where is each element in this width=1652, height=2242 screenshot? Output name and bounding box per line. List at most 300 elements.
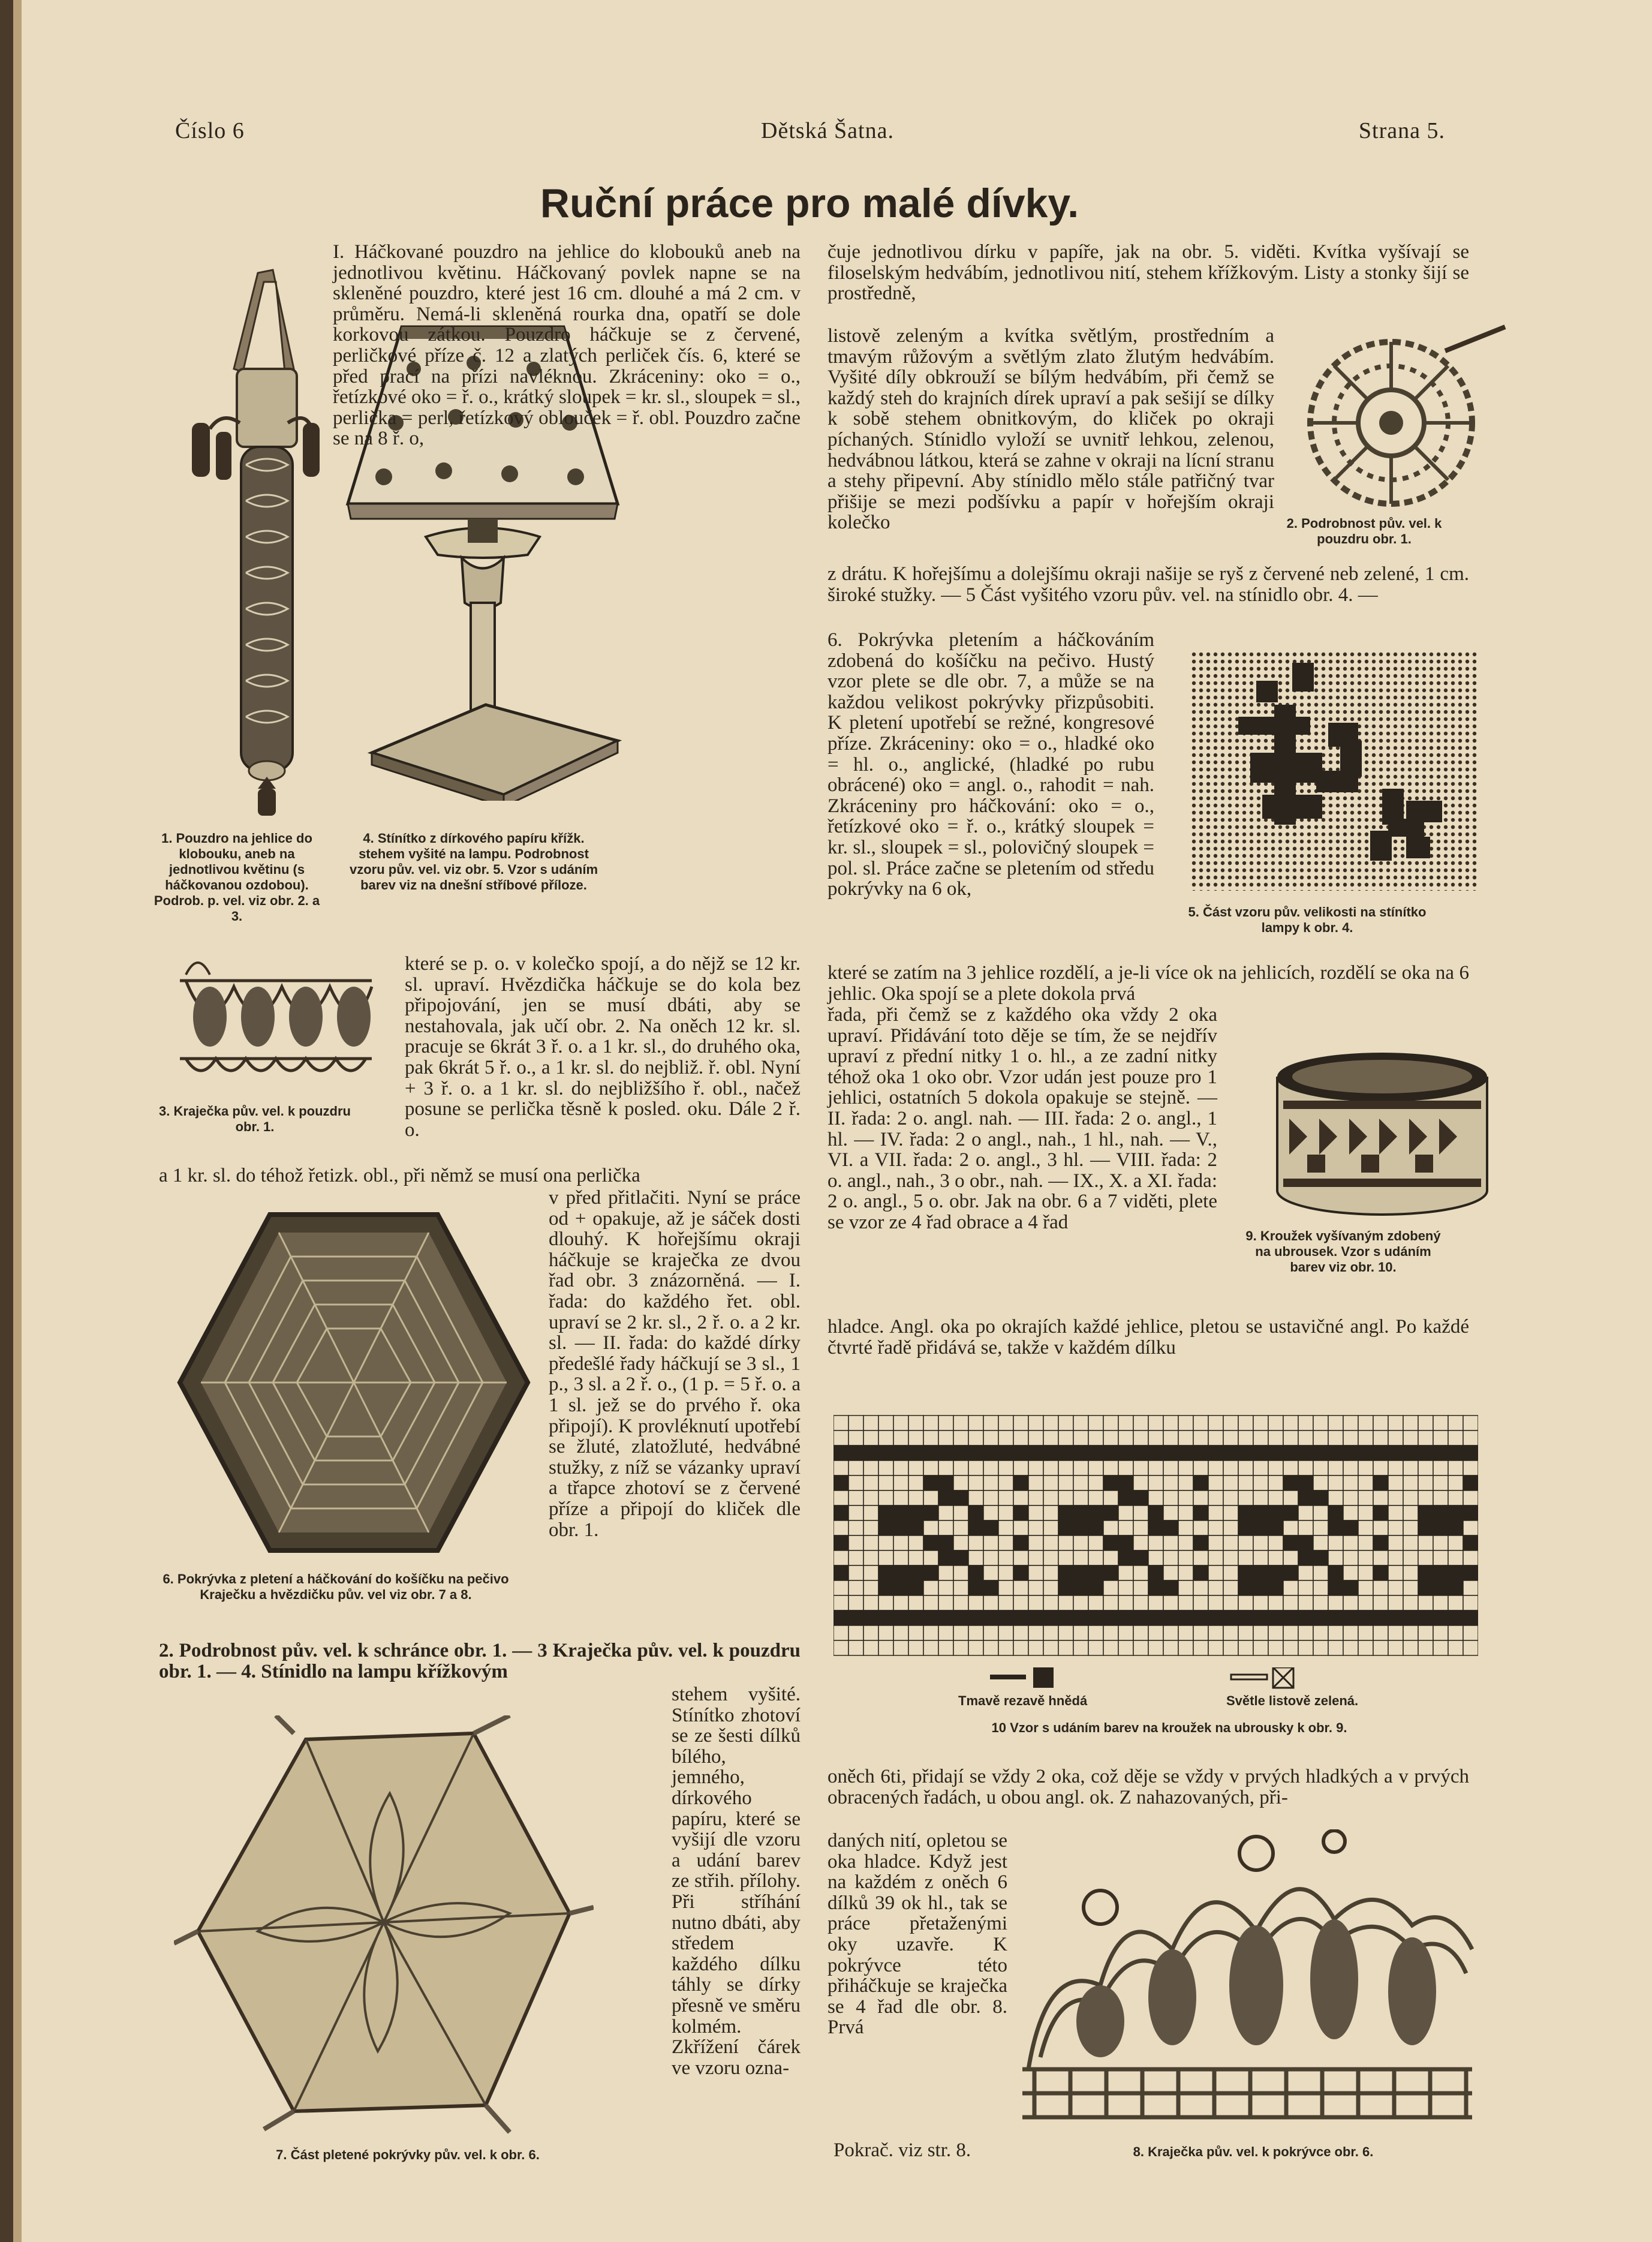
pattern-cell [1163, 1580, 1178, 1595]
pattern-cell [1358, 1595, 1373, 1610]
pattern-cell [1283, 1565, 1298, 1580]
pattern-cell [1193, 1505, 1208, 1520]
pattern-cell [923, 1430, 938, 1445]
pattern-cell [983, 1520, 998, 1535]
pattern-cell [1388, 1505, 1403, 1520]
pattern-cell [1193, 1520, 1208, 1535]
pattern-cell [1163, 1565, 1178, 1580]
pattern-cell [1313, 1430, 1328, 1445]
pattern-cell [968, 1505, 983, 1520]
pattern-cell [998, 1430, 1013, 1445]
pattern-cell [1088, 1580, 1103, 1595]
pattern-cell [848, 1580, 863, 1595]
pattern-cell [1343, 1640, 1358, 1655]
pattern-cell [953, 1415, 968, 1430]
pattern-cell [938, 1625, 953, 1640]
pattern-cell [983, 1430, 998, 1445]
pattern-cell [863, 1490, 878, 1505]
pattern-cell [1208, 1550, 1223, 1565]
pattern-cell [998, 1520, 1013, 1535]
pattern-cell [968, 1460, 983, 1475]
pattern-cell [998, 1445, 1013, 1460]
pattern-cell [938, 1610, 953, 1625]
pattern-cell [1253, 1610, 1268, 1625]
pattern-cell [1463, 1415, 1478, 1430]
pattern-cell [923, 1505, 938, 1520]
pattern-cell [893, 1430, 908, 1445]
pattern-cell [1088, 1535, 1103, 1550]
pattern-cell [1463, 1565, 1478, 1580]
pattern-cell [1043, 1415, 1058, 1430]
pattern-cell [848, 1430, 863, 1445]
pattern-cell [1463, 1430, 1478, 1445]
pattern-cell [833, 1490, 848, 1505]
pattern-cell [1283, 1415, 1298, 1430]
pattern-cell [863, 1505, 878, 1520]
pattern-cell [983, 1535, 998, 1550]
pattern-cell [983, 1580, 998, 1595]
pattern-cell [1358, 1505, 1373, 1520]
pattern-cell [833, 1550, 848, 1565]
pattern-cell [1388, 1475, 1403, 1490]
pattern-cell [1133, 1490, 1148, 1505]
pattern-cell [1028, 1580, 1043, 1595]
pattern-cell [1313, 1535, 1328, 1550]
pattern-cell [1253, 1535, 1268, 1550]
pattern-cell [1403, 1490, 1418, 1505]
pattern-cell [1118, 1565, 1133, 1580]
pattern-cell [998, 1475, 1013, 1490]
pattern-cell [953, 1460, 968, 1475]
pattern-cell [1388, 1580, 1403, 1595]
figure-6-hexagon-doily [174, 1206, 534, 1559]
pattern-cell [1448, 1625, 1463, 1640]
pattern-cell [938, 1520, 953, 1535]
pattern-cell [848, 1475, 863, 1490]
pattern-cell [968, 1580, 983, 1595]
body-1c: a 1 kr. sl. do téhož řetizk. obl., při němž se musí ona perlička [159, 1165, 640, 1186]
pattern-cell [1013, 1580, 1028, 1595]
pattern-cell [1148, 1580, 1163, 1595]
pattern-cell [1013, 1640, 1028, 1655]
pattern-cell [953, 1565, 968, 1580]
pattern-cell [983, 1550, 998, 1565]
pattern-cell [968, 1430, 983, 1445]
pattern-cell [1148, 1610, 1163, 1625]
pattern-cell [1268, 1490, 1283, 1505]
pattern-cell [1208, 1460, 1223, 1475]
pattern-cell [1373, 1550, 1388, 1565]
pattern-cell [1208, 1430, 1223, 1445]
pattern-cell [1343, 1490, 1358, 1505]
pattern-cell [1148, 1475, 1163, 1490]
pattern-cell [1013, 1460, 1028, 1475]
pattern-cell [1058, 1535, 1073, 1550]
pattern-cell [1133, 1415, 1148, 1430]
pattern-cell [1223, 1535, 1238, 1550]
pattern-cell [833, 1610, 848, 1625]
pattern-cell [1208, 1625, 1223, 1640]
pattern-cell [983, 1490, 998, 1505]
pattern-cell [1133, 1520, 1148, 1535]
pattern-cell [1178, 1490, 1193, 1505]
pattern-cell [1463, 1505, 1478, 1520]
pattern-cell [1148, 1625, 1163, 1640]
pattern-cell [1058, 1430, 1073, 1445]
pattern-cell [1013, 1535, 1028, 1550]
pattern-cell [1343, 1445, 1358, 1460]
pattern-cell [923, 1460, 938, 1475]
pattern-cell [878, 1580, 893, 1595]
pattern-cell [968, 1550, 983, 1565]
pattern-cell [1343, 1430, 1358, 1445]
pattern-cell [1418, 1490, 1433, 1505]
pattern-cell [1373, 1460, 1388, 1475]
pattern-cell [863, 1430, 878, 1445]
pattern-cell [1298, 1580, 1313, 1595]
pattern-cell [1298, 1565, 1313, 1580]
pattern-cell [1058, 1490, 1073, 1505]
pattern-cell [908, 1415, 923, 1430]
pattern-cell [1388, 1565, 1403, 1580]
pattern-cell [938, 1445, 953, 1460]
pattern-cell [1448, 1565, 1463, 1580]
pattern-cell [1148, 1535, 1163, 1550]
pattern-cell [878, 1430, 893, 1445]
pattern-cell [1073, 1625, 1088, 1640]
pattern-cell [1073, 1475, 1088, 1490]
pattern-cell [1283, 1430, 1298, 1445]
pattern-cell [863, 1445, 878, 1460]
pattern-cell [1448, 1505, 1463, 1520]
pattern-cell [1043, 1610, 1058, 1625]
pattern-cell [1283, 1610, 1298, 1625]
pattern-cell [833, 1520, 848, 1535]
pattern-cell [1088, 1640, 1103, 1655]
figure-1-needle-case [168, 261, 330, 819]
pattern-cell [1313, 1490, 1328, 1505]
pattern-cell [1238, 1610, 1253, 1625]
figure-10-pattern-chart [833, 1409, 1478, 1661]
pattern-cell [1268, 1415, 1283, 1430]
pattern-cell [1283, 1445, 1298, 1460]
pattern-cell [1388, 1550, 1403, 1565]
pattern-cell [1043, 1460, 1058, 1475]
pattern-cell [1253, 1505, 1268, 1520]
pattern-cell [1238, 1505, 1253, 1520]
pattern-cell [1223, 1580, 1238, 1595]
pattern-cell [1163, 1535, 1178, 1550]
pattern-cell [1133, 1595, 1148, 1610]
pattern-cell [1208, 1580, 1223, 1595]
pattern-cell [1178, 1430, 1193, 1445]
pattern-cell [1178, 1505, 1193, 1520]
pattern-cell [1118, 1490, 1133, 1505]
pattern-cell [1373, 1445, 1388, 1460]
pattern-cell [1163, 1610, 1178, 1625]
body-2i: daných nití, opletou se oka hladce. Když jest na každém z oněch 6 dílků 39 ok hl., tak se práce přetaženými oky uzavře. K pokrývce této přiháčkuje se kraječka se 4 řad dle obr. 8. Prvá [827, 1830, 1007, 2039]
pattern-cell [968, 1610, 983, 1625]
pattern-cell [1268, 1550, 1283, 1565]
pattern-cell [1043, 1595, 1058, 1610]
pattern-cell [1043, 1550, 1058, 1565]
pattern-cell [908, 1550, 923, 1565]
pattern-cell [848, 1595, 863, 1610]
pattern-cell [1088, 1550, 1103, 1565]
pattern-cell [833, 1640, 848, 1655]
pattern-cell [1253, 1625, 1268, 1640]
pattern-cell [1358, 1490, 1373, 1505]
pattern-cell [1298, 1475, 1313, 1490]
pattern-cell [848, 1520, 863, 1535]
pattern-cell [863, 1580, 878, 1595]
pattern-cell [1373, 1640, 1388, 1655]
pattern-cell [1403, 1430, 1418, 1445]
pattern-cell [1358, 1445, 1373, 1460]
pattern-cell [1088, 1520, 1103, 1535]
figure-7-knitted-part [174, 1715, 594, 2135]
pattern-cell [983, 1610, 998, 1625]
pattern-cell [1028, 1550, 1043, 1565]
pattern-cell [1058, 1625, 1073, 1640]
pattern-cell [863, 1415, 878, 1430]
pattern-cell [1058, 1445, 1073, 1460]
pattern-cell [1403, 1445, 1418, 1460]
pattern-cell [1298, 1595, 1313, 1610]
pattern-cell [1148, 1640, 1163, 1655]
pattern-cell [983, 1505, 998, 1520]
pattern-cell [1013, 1475, 1028, 1490]
pattern-cell [1058, 1475, 1073, 1490]
pattern-cell [1313, 1595, 1328, 1610]
pattern-cell [968, 1415, 983, 1430]
pattern-cell [938, 1595, 953, 1610]
pattern-cell [953, 1520, 968, 1535]
pattern-cell [1103, 1595, 1118, 1610]
pattern-cell [908, 1505, 923, 1520]
pattern-cell [1043, 1490, 1058, 1505]
pattern-cell [1298, 1430, 1313, 1445]
pattern-cell [1253, 1580, 1268, 1595]
pattern-cell [1283, 1550, 1298, 1565]
pattern-cell [1073, 1550, 1088, 1565]
pattern-cell [1073, 1610, 1088, 1625]
pattern-cell [1298, 1610, 1313, 1625]
pattern-cell [923, 1550, 938, 1565]
pattern-cell [1358, 1415, 1373, 1430]
pattern-cell [998, 1535, 1013, 1550]
pattern-cell [1178, 1550, 1193, 1565]
pattern-cell [1298, 1625, 1313, 1640]
pattern-cell [1373, 1610, 1388, 1625]
pattern-cell [923, 1520, 938, 1535]
pattern-cell [1328, 1565, 1343, 1580]
pattern-cell [1223, 1505, 1238, 1520]
body-2d: 6. Pokrývka pletením a háčkováním zdobená do košíčku na pečivo. Hustý vzor plete se dle obr. 7, a může se na každou velikost pokrývky přizpůsobiti. K pletení upotřebí se režné, kongresové příze. Zkráceniny: oko = o., hladké oko = hl. o., anglické, (hladké po rubu obrácené) oko = angl. o., rahodit = nah. Zkráceniny pro háčkování: oko = o., řetízkové oko = ř. o., krátký sloupek = kr. sl., sloupek = sl., polovičný sloupek = pol. sl. Práce začne se pletením od středu pokrývky na 6 ok, [827, 629, 1154, 900]
pattern-cell [998, 1580, 1013, 1595]
pattern-cell [1343, 1460, 1358, 1475]
pattern-cell [1028, 1520, 1043, 1535]
pattern-cell [1358, 1550, 1373, 1565]
figure-3-lace-strip [174, 951, 378, 1092]
body-2c: z drátu. K hořejšímu a dolejšímu okraji našije se ryš z červené neb zelené, 1 cm. široké stužky. — 5 Část vyšitého vzoru pův. vel. na stínidlo obr. 4. — [827, 563, 1469, 606]
pattern-cell [1073, 1430, 1088, 1445]
pattern-cell [1328, 1550, 1343, 1565]
pattern-cell [1088, 1490, 1103, 1505]
pattern-cell [833, 1580, 848, 1595]
pattern-cell [1418, 1565, 1433, 1580]
pattern-cell [1463, 1625, 1478, 1640]
pattern-cell [1148, 1550, 1163, 1565]
pattern-cell [878, 1595, 893, 1610]
figure-2-crochet-star [1295, 315, 1508, 513]
pattern-cell [1418, 1625, 1433, 1640]
pattern-cell [1028, 1445, 1043, 1460]
pattern-cell [1373, 1490, 1388, 1505]
pattern-cell [1448, 1490, 1463, 1505]
pattern-cell [1268, 1445, 1283, 1460]
pattern-cell [848, 1610, 863, 1625]
pattern-cell [1208, 1505, 1223, 1520]
pattern-cell [1208, 1445, 1223, 1460]
pattern-cell [1418, 1580, 1433, 1595]
pattern-cell [1253, 1520, 1268, 1535]
pattern-cell [1163, 1445, 1178, 1460]
pattern-cell [1193, 1475, 1208, 1490]
pattern-cell [1268, 1430, 1283, 1445]
pattern-cell [968, 1490, 983, 1505]
pattern-cell [923, 1565, 938, 1580]
pattern-cell [1328, 1625, 1343, 1640]
pattern-cell [938, 1640, 953, 1655]
pattern-cell [1103, 1490, 1118, 1505]
pattern-cell [938, 1475, 953, 1490]
pattern-cell [1403, 1535, 1418, 1550]
pattern-cell [863, 1595, 878, 1610]
pattern-cell [893, 1490, 908, 1505]
pattern-cell [1283, 1475, 1298, 1490]
pattern-cell [1373, 1520, 1388, 1535]
page-spine [0, 0, 13, 2242]
pattern-cell [1013, 1505, 1028, 1520]
pattern-cell [878, 1610, 893, 1625]
pattern-cell [1328, 1610, 1343, 1625]
pattern-grid [833, 1409, 1478, 1661]
page-spine-edge [13, 0, 22, 2242]
pattern-cell [1223, 1475, 1238, 1490]
caption-figure-5: 5. Část vzoru pův. velikosti na stínítko lampy k obr. 4. [1188, 904, 1427, 935]
pattern-cell [1178, 1565, 1193, 1580]
pattern-cell [908, 1640, 923, 1655]
pattern-cell [1463, 1535, 1478, 1550]
pattern-cell [1403, 1415, 1418, 1430]
pattern-cell [1193, 1625, 1208, 1640]
pattern-cell [1208, 1565, 1223, 1580]
pattern-cell [1088, 1445, 1103, 1460]
pattern-cell [1103, 1550, 1118, 1565]
pattern-cell [893, 1550, 908, 1565]
pattern-cell [1223, 1490, 1238, 1505]
pattern-cell [1433, 1535, 1448, 1550]
pattern-cell [1283, 1490, 1298, 1505]
pattern-cell [1253, 1430, 1268, 1445]
pattern-cell [1223, 1430, 1238, 1445]
pattern-cell [1148, 1460, 1163, 1475]
pattern-cell [1208, 1520, 1223, 1535]
pattern-cell [1193, 1460, 1208, 1475]
pattern-cell [1088, 1565, 1103, 1580]
pattern-cell [1373, 1415, 1388, 1430]
pattern-cell [1118, 1580, 1133, 1595]
pattern-cell [1268, 1580, 1283, 1595]
pattern-cell [1163, 1625, 1178, 1640]
body-1d: v před přitlačiti. Nyní se práce od + opakuje, až je sáček dosti dlouhý. K hořejšímu okraji háčkuje se kraječka ze dvou řad obr. 3 znázorněná. — I. řada: do každého řet. obl. upraví se 2 kr. sl., 2 ř. o. a 2 kr. sl. — II. řada: do každé dírky předešlé řady háčkují se 3 sl., 1 p., 3 sl. a 2 ř. o., (1 p. = 5 ř. o. a 1 sl. jež se do prvého ř. oka připojí). K provléknutí upotřebí se žluté, zlatožluté, hedvábné stužky, z níž se vázanky upraví a třapce zhotoví se z červené příze a připojí do kliček dle obr. 1. [549, 1187, 801, 1541]
pattern-cell [938, 1460, 953, 1475]
pattern-cell [1313, 1640, 1328, 1655]
pattern-cell [1148, 1520, 1163, 1535]
pattern-cell [953, 1535, 968, 1550]
pattern-cell [878, 1550, 893, 1565]
pattern-cell [938, 1430, 953, 1445]
pattern-cell [1193, 1580, 1208, 1595]
pattern-cell [1358, 1430, 1373, 1445]
pattern-cell [1433, 1625, 1448, 1640]
pattern-cell [848, 1505, 863, 1520]
pattern-cell [1118, 1430, 1133, 1445]
pattern-cell [1343, 1505, 1358, 1520]
pattern-cell [1373, 1430, 1388, 1445]
pattern-cell [1238, 1475, 1253, 1490]
caption-figure-10: 10 Vzor s udáním barev na kroužek na ubrousky k obr. 9. [991, 1720, 1347, 1735]
pattern-cell [1088, 1505, 1103, 1520]
pattern-cell [1148, 1505, 1163, 1520]
pattern-cell [1373, 1565, 1388, 1580]
pattern-cell [1418, 1475, 1433, 1490]
pattern-cell [1403, 1610, 1418, 1625]
pattern-cell [1358, 1580, 1373, 1595]
pattern-cell [1463, 1580, 1478, 1595]
body-2b: listově zeleným a kvítka světlým, prostředním a tmavým růžovým a světlým zlato žlutým hedvábím. Vyšité díly obkrouží se bílým hedvábím, při čemž se každý steh do krajních dírek upraví a pak sešijí se dílky k sobě stehem obnitkovým, do kliček po okraji píchaných. Stínidlo vyloží se uvnitř lehkou, zelenou, hedvábnou látkou, která se zahne v okraji na lícní stranu a stehy připevní. Aby stínidlo mělo stále patřičný tvar přišije se mezi podšívku a papír v hořejším okraji kolečko [827, 325, 1274, 534]
pattern-cell [1268, 1565, 1283, 1580]
pattern-cell [1103, 1505, 1118, 1520]
pattern-cell [1343, 1520, 1358, 1535]
pattern-cell [1148, 1490, 1163, 1505]
pattern-cell [1178, 1445, 1193, 1460]
pattern-cell [1433, 1490, 1448, 1505]
pattern-cell [1283, 1595, 1298, 1610]
pattern-cell [1313, 1415, 1328, 1430]
body-1e: 2. Podrobnost pův. vel. k schránce obr. 1. — 3 Kraječka pův. vel. k pouzdru obr. 1. — 4. Stínidlo na lampu křížkovým [159, 1640, 801, 1682]
pattern-cell [878, 1505, 893, 1520]
pattern-cell [1403, 1625, 1418, 1640]
pattern-cell [908, 1490, 923, 1505]
pattern-cell [1148, 1565, 1163, 1580]
pattern-cell [1373, 1475, 1388, 1490]
pattern-cell [1328, 1535, 1343, 1550]
pattern-cell [833, 1415, 848, 1430]
pattern-cell [1028, 1415, 1043, 1430]
pattern-cell [1238, 1535, 1253, 1550]
pattern-cell [1253, 1445, 1268, 1460]
pattern-cell [1298, 1490, 1313, 1505]
pattern-cell [848, 1640, 863, 1655]
pattern-cell [1403, 1640, 1418, 1655]
pattern-cell [893, 1625, 908, 1640]
pattern-cell [938, 1505, 953, 1520]
pattern-cell [1313, 1475, 1328, 1490]
pattern-cell [1298, 1445, 1313, 1460]
pattern-cell [1118, 1595, 1133, 1610]
